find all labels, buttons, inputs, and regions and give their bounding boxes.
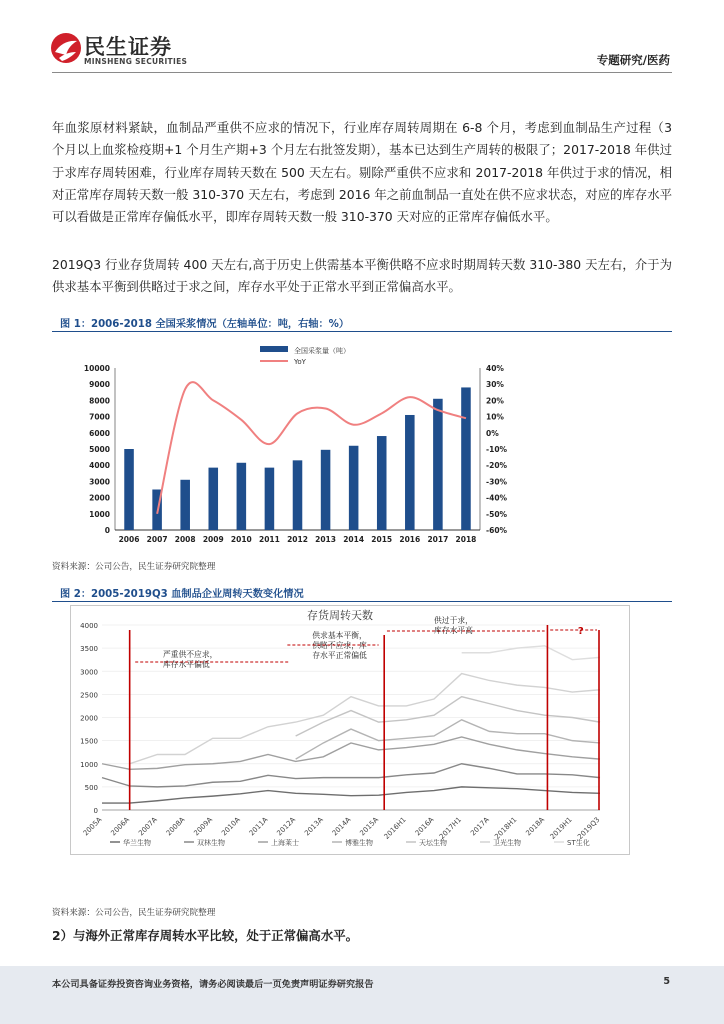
logo-english-name: MINSHENG SECURITIES <box>84 57 188 66</box>
x-tick-label: 2005A <box>81 815 104 838</box>
y-right-tick-label: -20% <box>486 461 508 471</box>
x-tick-label: 2014A <box>330 815 353 838</box>
y-right-tick-label: 0% <box>486 428 499 438</box>
bar-2010 <box>237 463 247 530</box>
y-left-tick-label: 7000 <box>89 412 110 422</box>
body-paragraph-2: 2019Q3 行业存货周转 400 天左右,高于历史上供需基本平衡供略不应求时期周转天数 310-380 天左右，介于为供求基本平衡到供略过于求之间，库存水平处于正常水平到正常偏高水平。 <box>52 257 672 295</box>
y-right-tick-label: 20% <box>486 396 504 406</box>
legend-label-0: 华兰生物 <box>123 839 151 847</box>
x-tick-label: 2008 <box>174 535 196 544</box>
x-tick-label: 2007A <box>137 815 159 838</box>
bar-2009 <box>208 468 218 530</box>
figure-2-source: 资料来源：公司公告，民生证券研究院整理 <box>52 908 216 918</box>
x-tick-label: 2009A <box>192 815 215 838</box>
series-line-1 <box>102 764 600 787</box>
x-tick-label: 2013A <box>303 815 325 838</box>
figure-2-title: 图 2：2005-2019Q3 血制品企业周转天数变化情况 <box>60 589 304 600</box>
y-tick-label: 3500 <box>80 645 98 654</box>
y-right-tick-label: -50% <box>486 509 508 519</box>
x-tick-label: 2014 <box>343 535 365 544</box>
x-tick-label: 2018H1 <box>493 815 519 841</box>
y-left-tick-label: 3000 <box>89 477 110 487</box>
x-tick-label: 2011 <box>258 535 280 544</box>
legend-label-6: ST生化 <box>567 839 590 847</box>
y-left-tick-label: 1000 <box>89 509 110 519</box>
series-line-0 <box>102 787 600 803</box>
y-left-tick-label: 0 <box>104 526 110 535</box>
document-category: 专题研究/医药 <box>596 53 670 67</box>
legend-label-1: 双林生物 <box>197 839 225 847</box>
x-tick-label: 2015A <box>358 815 381 838</box>
x-tick-label: 2016 <box>399 535 421 544</box>
x-tick-label: 2018 <box>455 535 477 544</box>
bar-2015 <box>377 436 387 530</box>
bar-2012 <box>293 460 303 530</box>
bar-2008 <box>180 480 190 530</box>
y-right-tick-label: 10% <box>486 412 504 422</box>
annotation-2: 供求基本平衡，供略不应求，库存水平正常偏低 <box>312 631 367 660</box>
chart-title: 存货周转天数 <box>307 609 373 622</box>
footer-band <box>0 966 724 1024</box>
x-tick-label: 2019H1 <box>548 815 574 841</box>
x-tick-label: 2006A <box>109 815 132 838</box>
y-tick-label: 4000 <box>80 622 98 630</box>
legend-label-4: 天坛生物 <box>419 839 447 847</box>
y-right-tick-label: -30% <box>486 477 508 487</box>
figure-1-title: 图 1：2006-2018 全国采浆情况（左轴单位：吨，右轴：%） <box>60 319 350 330</box>
annotation-3: 供过于求，库存水平高 <box>434 616 473 635</box>
x-tick-label: 2019Q3 <box>576 815 602 842</box>
bar-2017 <box>433 399 443 530</box>
y-right-tick-label: -10% <box>486 445 508 454</box>
series-line-5 <box>130 674 600 764</box>
y-left-tick-label: 8000 <box>89 396 110 406</box>
x-tick-label: 2016A <box>413 815 436 838</box>
figure-1-chart <box>60 338 520 548</box>
bar-2014 <box>349 446 359 530</box>
x-tick-label: 2017A <box>469 815 491 838</box>
y-left-tick-label: 4000 <box>89 461 110 471</box>
bar-2013 <box>321 450 331 530</box>
annotation-4: ? <box>577 626 584 637</box>
x-tick-label: 2007 <box>146 535 168 544</box>
y-left-tick-label: 6000 <box>89 428 110 438</box>
series-line-2 <box>102 737 600 769</box>
bar-2006 <box>124 449 134 530</box>
y-right-tick-label: 30% <box>486 380 504 390</box>
x-tick-label: 2018A <box>524 815 547 838</box>
y-left-tick-label: 10000 <box>83 364 110 373</box>
bar-2018 <box>461 387 471 530</box>
section-heading-2: 2）与海外正常库存周转水平比较，处于正常偏高水平。 <box>52 928 358 943</box>
x-tick-label: 2008A <box>164 815 187 838</box>
x-tick-label: 2012A <box>275 815 298 838</box>
y-tick-label: 1000 <box>80 760 98 769</box>
x-tick-label: 2006 <box>118 535 140 544</box>
yoy-line <box>157 382 466 514</box>
legend-bar-label: 全国采浆量（吨） <box>294 347 350 355</box>
annotation-1: 严重供不应求，库存水平偏低 <box>162 650 218 669</box>
minsheng-logo-icon <box>50 30 82 68</box>
figure-1-title-bar <box>52 313 672 332</box>
x-tick-label: 2017 <box>427 535 449 544</box>
legend-line-label: YoY <box>294 358 306 366</box>
figure-1-source: 资料来源：公司公告，民生证券研究院整理 <box>52 562 216 572</box>
x-tick-label: 2011A <box>247 815 270 838</box>
y-tick-label: 500 <box>84 783 98 792</box>
y-right-tick-label: -40% <box>486 493 508 503</box>
x-tick-label: 2010A <box>220 815 242 838</box>
x-tick-label: 2015 <box>371 535 393 544</box>
header-divider <box>52 72 672 73</box>
y-right-tick-label: 40% <box>486 364 504 373</box>
x-tick-label: 2009 <box>202 535 224 544</box>
legend-label-5: 卫光生物 <box>493 839 521 847</box>
bar-2016 <box>405 415 415 530</box>
x-tick-label: 2016H1 <box>382 815 408 841</box>
x-tick-label: 2012 <box>287 535 308 544</box>
y-tick-label: 1500 <box>80 737 98 746</box>
x-tick-label: 2017H1 <box>437 815 464 841</box>
footer-disclaimer: 本公司具备证券投资咨询业务资格，请务必阅读最后一页免责声明证券研究报告 <box>52 979 374 990</box>
y-tick-label: 3000 <box>80 668 98 677</box>
legend-label-3: 博雅生物 <box>345 839 373 847</box>
y-tick-label: 0 <box>93 807 98 815</box>
x-tick-label: 2013 <box>315 535 337 544</box>
y-left-tick-label: 2000 <box>89 493 110 503</box>
bar-2011 <box>265 468 275 530</box>
series-line-3 <box>296 720 600 759</box>
y-tick-label: 2500 <box>80 691 98 700</box>
y-right-tick-label: -60% <box>486 526 508 535</box>
x-tick-label: 2010 <box>230 535 252 544</box>
page-number: 5 <box>663 976 670 987</box>
body-paragraph-1: 年血浆原材料紧缺，血制品严重供不应求的情况下，行业库存周转周期在 6-8 个月，考虑到血制品生产过程（3 个月以上血浆检疫期+1 个月生产期+3 个月左右批签发期），基本已达到生产周转的极限了；2017-2018 年供过于求库存周转困难，行业库存周转天数在 500 天左右。剔除严重供不应求和 2017-2018 年供过于求的情况，相对正常库存周转天数一般 310-370 天左右，考虑到 2016 年之前血制品一直处在供不应求状态，对应的库存水平可以看做是正常库存偏低水平，即库存周转天数一般 310-370 天对应的正常库存偏低水平。 <box>52 120 672 225</box>
legend-label-2: 上海莱士 <box>271 839 299 847</box>
legend-bar-swatch <box>260 346 288 352</box>
figure-2-chart <box>70 605 630 855</box>
figure-2-title-bar <box>52 583 672 602</box>
logo-chinese-name: 民生证券 <box>84 35 172 59</box>
y-tick-label: 2000 <box>80 714 98 723</box>
y-left-tick-label: 9000 <box>89 380 110 390</box>
y-left-tick-label: 5000 <box>89 445 110 454</box>
